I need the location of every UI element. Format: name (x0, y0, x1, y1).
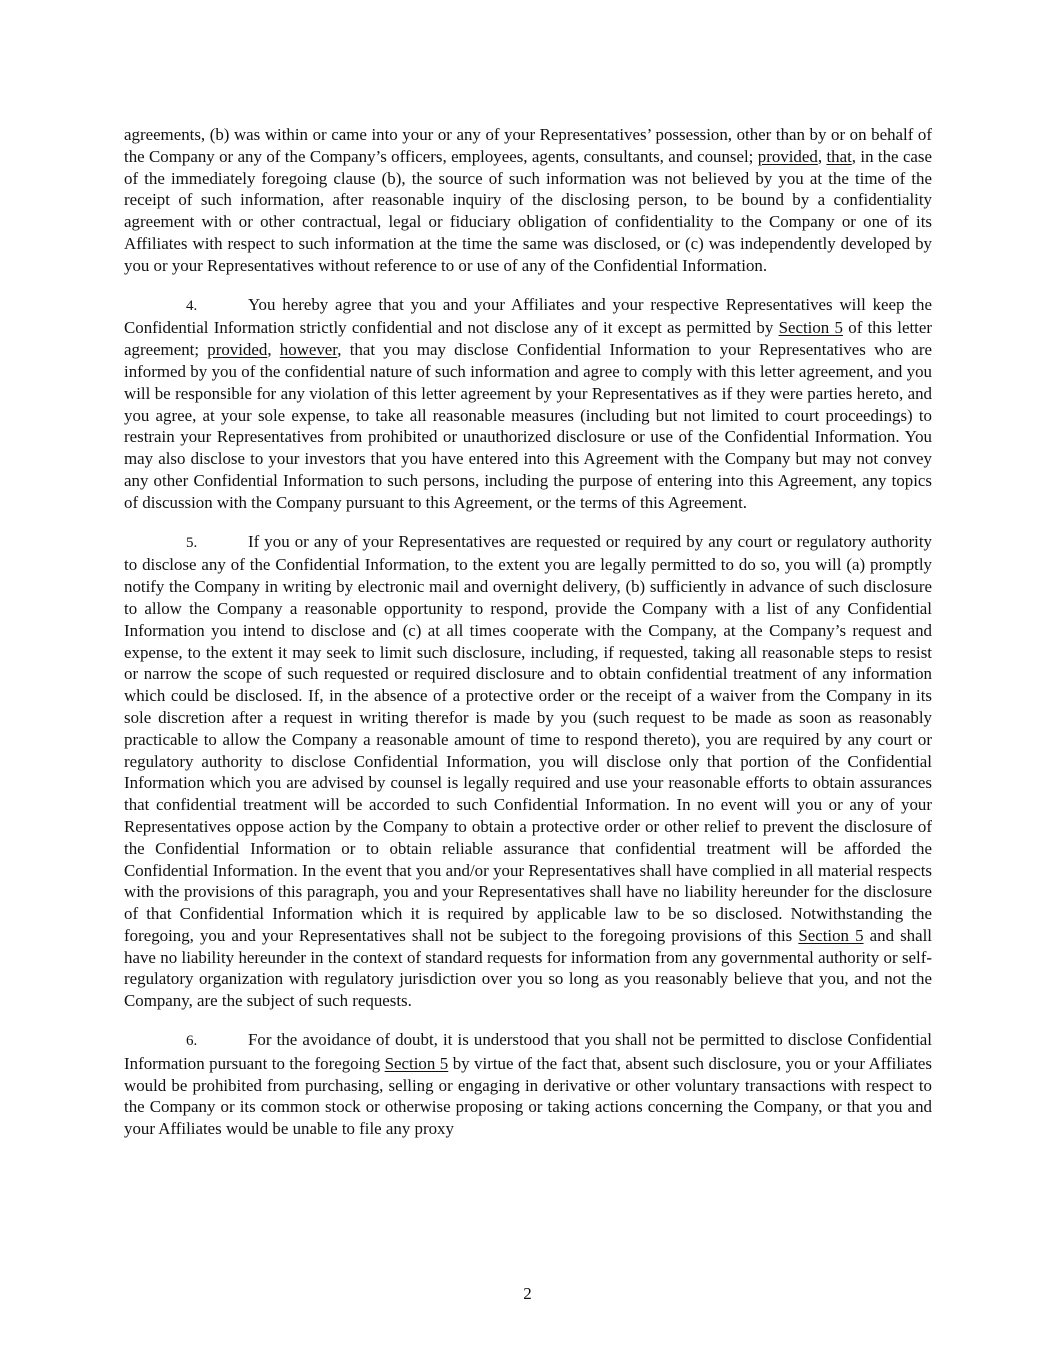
text-run: by virtue of the fact that, absent such disclosure, you or your Affiliates would be prohibited from purchasing, selling or engaging in derivative or other voluntary transactions with respect to the Company or its common stock or otherwise proposing or taking actions concerning the Company, or that you and your Affiliates would be unable to file any proxy (124, 1053, 932, 1139)
text-run: agreements, (b) was within or came into your or any of your Representatives’ possession, other than by or on behalf of the Company or any of the Company’s officers, employees, agents, consultants, and counsel; (124, 125, 932, 166)
text-run: , (817, 146, 827, 166)
underlined-term-provided: provided (757, 146, 818, 166)
section-reference: Section 5 (778, 318, 843, 338)
text-run: For the avoidance of doubt, it is understood that you shall not be permitted to disclose Confidential Information pursuant to the foregoing (124, 1030, 932, 1073)
underlined-term-that: that (826, 146, 852, 166)
paragraph-5 (124, 531, 932, 1013)
text-run: If you or any of your Representatives are requested or required by any court or regulatory authority to disclose any of the Confidential Information, to the extent you are legally permitted to do so, you will (a) promptly notify the Company in writing by electronic mail and overnight delivery, (b) sufficiently in advance of such disclosure to allow the Company a reasonable opportunity to respond, provide the Company with a list of any Confidential Information you intend to disclose and (c) at all times cooperate with the Company, at the Company’s request and expense, to the extent it may seek to limit such disclosure, including, if requested, taking all reasonable steps to resist or narrow the scope of such requested or required disclosure and to obtain confidential treatment of any information which could be disclosed. If, in the absence of a protective order or the receipt of a waiver from the Company in its sole discretion after a request in writing therefor is made by you (such request to be made as soon as reasonably practicable to allow the Company a reasonable amount of time to respond thereto), you are required by any court or regulatory authority to disclose Confidential Information, you will disclose only that portion of the Confidential Information which you are advised by counsel is legally required and use your reasonable efforts to obtain assurances that confidential treatment will be accorded to such Confidential Information. In no event will you or any of your Representatives oppose action by the Company to obtain a protective order or other relief to prevent the disclosure of the Confidential Information or to obtain reliable assurance that confidential treatment will be afforded the Confidential Information. In the event that you and/or your Representatives shall have complied in all material respects with the provisions of this paragraph, you and your Representatives shall have no liability hereunder for the disclosure of that Confidential Information which it is required by applicable law to be so disclosed. Notwithstanding the foregoing, you and your Representatives shall not be subject to the foregoing provisions of this (124, 531, 932, 945)
section-reference: Section 5 (798, 925, 864, 945)
section-reference: Section 5 (384, 1053, 449, 1073)
paragraph-number: 6. (186, 1033, 198, 1050)
text-run: , (267, 340, 280, 360)
paragraph-4 (124, 294, 932, 514)
document-page (124, 124, 932, 1157)
text-run: and shall have no liability hereunder in the context of standard requests for information from any governmental authority or self-regulatory organization with regulatory jurisdiction over you so long as you reasonably believe that you, and not the Company, are the subject of such requests. (124, 925, 933, 1011)
underlined-term-provided: provided (207, 340, 268, 360)
text-run: You hereby agree that you and your Affiliates and your respective Representatives will keep the Confidential Information strictly confidential and not disclose any of it except as permitted by (124, 294, 932, 338)
paragraph-number: 5. (186, 534, 198, 551)
paragraph-6 (124, 1029, 932, 1140)
underlined-term-however: however (279, 340, 338, 360)
text-run: of this letter agreement; (124, 318, 932, 360)
text-run: , that you may disclose Confidential Information to your Representatives who are informed by you of the confidential nature of such information and agree to comply with this letter agreement, and you will be responsible for any violation of this letter agreement by your Representatives as if they were parties hereto, and you agree, at your sole expense, to take all reasonable measures (including but not limited to court proceedings) to restrain your Representatives from prohibited or unauthorized disclosure or use of the Confidential Information. You may also disclose to your investors that you have entered into this Agreement with the Company but may not convey any other Confidential Information to such persons, including the purpose of entering into this Agreement, any topics of discussion with the Company pursuant to this Agreement, or the terms of this Agreement. (124, 340, 933, 512)
paragraph-number: 4. (186, 297, 198, 314)
text-run: , in the case of the immediately foregoing clause (b), the source of such information was not believed by you at the time of the receipt of such information, after reasonable inquiry of the disclosing person, to be bound by a confidentiality agreement with or other contractual, legal or fiduciary obligation of confidentiality to the Company or one of its Affiliates with respect to such information at the time the same was disclosed, or (c) was independently developed by you or your Representatives without reference to or use of any of the Confidential Information. (124, 146, 933, 275)
paragraph-continued (124, 124, 932, 277)
page-number: 2 (523, 1284, 532, 1303)
